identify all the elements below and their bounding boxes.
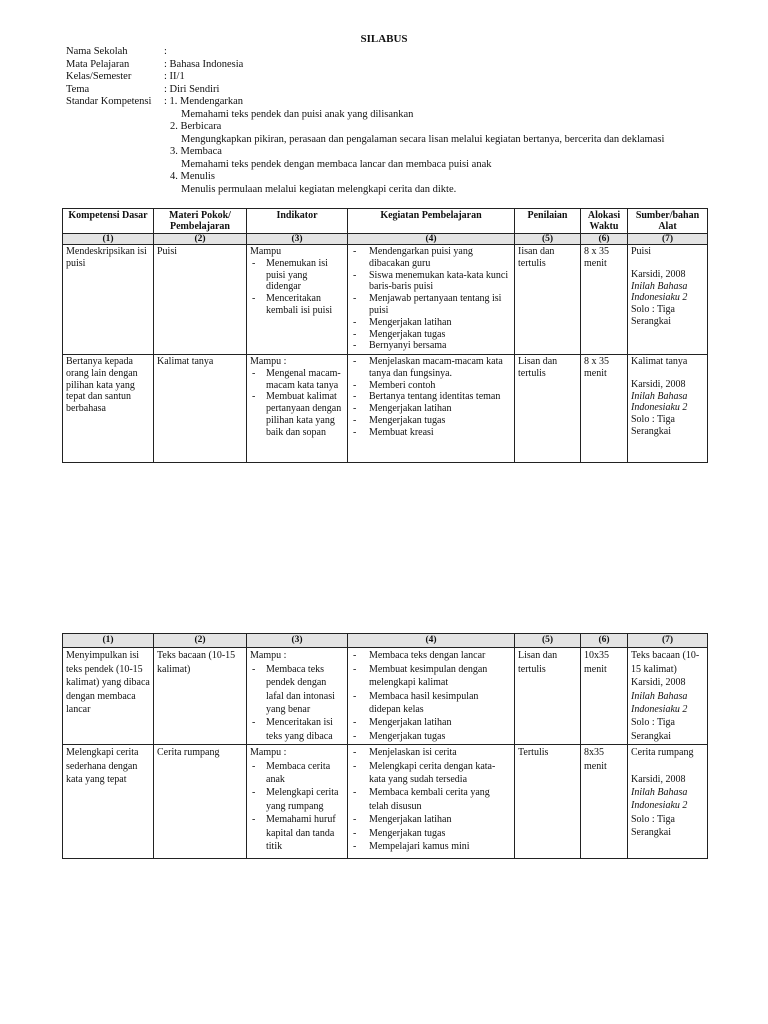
list-item: - Bernyanyi bersama	[351, 340, 511, 352]
indikator-head: Mampu :	[250, 356, 287, 367]
sumber-topic: Teks bacaan (10-15 kalimat)	[631, 650, 700, 675]
cell-kd: Bertanya kepada orang lain dengan pilihan kata yang tepat dan santun berbahasa	[63, 355, 154, 463]
col-number: (4)	[348, 234, 515, 245]
number-row	[63, 634, 708, 648]
school-info	[66, 46, 243, 96]
col-number: (3)	[247, 634, 348, 648]
cell-penilaian: Tertulis	[515, 745, 581, 859]
sumber-publisher: Solo : Tiga Serangkai	[631, 414, 675, 437]
standar-kompetensi	[66, 96, 664, 196]
syllabus-table-1	[62, 208, 708, 463]
cell-waktu: 10x35 menit	[581, 648, 628, 745]
list-item: - Bertanya tentang identitas teman	[351, 391, 511, 403]
list-item: - Membaca teks dengan lancar	[351, 649, 511, 662]
list-item: - Mendengarkan puisi yang dibacakan guru	[351, 246, 511, 270]
header-indikator: Indikator	[247, 209, 348, 234]
cell-kd: Melengkapi cerita sederhana dengan kata yang tepat	[63, 745, 154, 859]
info-label: Tema	[66, 83, 90, 95]
sumber-book: Inilah Bahasa Indonesiaku 2	[631, 390, 688, 414]
sumber-topic: Kalimat tanya	[631, 356, 688, 367]
col-number: (7)	[628, 634, 708, 648]
list-item: - Mengerjakan latihan	[351, 403, 511, 415]
cell-materi: Kalimat tanya	[154, 355, 247, 463]
cell-indikator	[247, 355, 348, 463]
indikator-head: Mampu	[250, 246, 282, 257]
cell-indikator	[247, 245, 348, 355]
header-row	[63, 209, 708, 234]
cell-sumber	[628, 745, 708, 859]
standar-item-head: : 1. Mendengarkan	[164, 96, 244, 107]
col-number: (3)	[247, 234, 348, 245]
col-number: (1)	[63, 634, 154, 648]
list-item: - Membuat kreasi	[351, 427, 511, 439]
info-row-school	[66, 46, 243, 59]
info-value: :	[164, 46, 167, 57]
info-label: Mata Pelajaran	[66, 58, 130, 70]
list-item: - Membaca cerita anak	[250, 760, 344, 787]
sumber-topic: Cerita rumpang	[631, 747, 694, 759]
col-number: (7)	[628, 234, 708, 245]
syllabus-table-2	[62, 633, 708, 859]
list-item: - Menjelaskan macam-macam kata tanya dan fungsinya.	[351, 356, 511, 380]
list-item: - Menceritakan isi teks yang dibaca	[250, 716, 344, 743]
sumber-publisher: Solo : Tiga Serangkai	[631, 813, 675, 839]
sumber-book: Inilah Bahasa Indonesiaku 2	[631, 280, 688, 304]
indikator-head: Mampu :	[250, 650, 287, 662]
col-number: (4)	[348, 634, 515, 648]
cell-penilaian: Iisan dan tertulis	[515, 245, 581, 355]
number-row	[63, 234, 708, 245]
info-row-subject	[66, 59, 243, 72]
info-value: : Diri Sendiri	[164, 83, 220, 95]
sumber-topic: Puisi	[631, 246, 652, 257]
list-item: - Membuat kesimpulan dengan melengkapi kalimat	[351, 663, 511, 690]
cell-waktu: 8x35 menit	[581, 745, 628, 859]
list-item: - Menjelaskan isi cerita	[351, 746, 511, 759]
cell-sumber	[628, 245, 708, 355]
info-label: Kelas/Semester	[66, 71, 132, 82]
standar-label: Standar Kompetensi	[66, 96, 152, 107]
cell-materi: Teks bacaan (10-15 kalimat)	[154, 648, 247, 745]
standar-row	[66, 96, 664, 196]
list-item: - Memberi contoh	[351, 380, 511, 392]
col-number: (1)	[63, 234, 154, 245]
spacer	[631, 368, 704, 379]
info-label: Nama Sekolah	[66, 46, 128, 57]
list-item: - Melengkapi cerita dengan kata-kata yang sudah tersedia	[351, 760, 511, 787]
list-item: - Mengerjakan tugas	[351, 730, 511, 743]
cell-kegiatan	[348, 355, 515, 463]
page-title: SILABUS	[360, 33, 408, 45]
standar-item-head: 3. Membaca	[170, 146, 222, 157]
cell-indikator	[247, 648, 348, 745]
table-row	[63, 648, 708, 745]
sumber-publisher: Solo : Tiga Serangkai	[631, 717, 675, 742]
list-item: - Mengerjakan latihan	[351, 317, 511, 329]
list-item: - Mempelajari kamus mini	[351, 840, 511, 853]
col-number: (6)	[581, 634, 628, 648]
sumber-book: Inilah Bahasa Indonesiaku 2	[631, 787, 688, 812]
list-item: - Siswa menemukan kata-kata kunci baris-baris puisi	[351, 270, 511, 294]
list-item: - Membuat kalimat pertanyaan dengan pilihan kata yang baik dan sopan	[250, 391, 344, 438]
cell-kegiatan	[348, 745, 515, 859]
sumber-book: Inilah Bahasa Indonesiaku 2	[631, 690, 688, 716]
list-item: - Memahami huruf kapital dan tanda titik	[250, 813, 344, 853]
table-row	[63, 745, 708, 859]
cell-kd: Menyimpulkan isi teks pendek (10-15 kalimat) yang dibaca dengan membaca lancar	[63, 648, 154, 745]
standar-item-desc: Memahami teks pendek dan puisi anak yang dilisankan	[181, 108, 414, 120]
list-item: - Melengkapi cerita yang rumpang	[250, 786, 344, 813]
list-item: - Menceritakan kembali isi puisi	[250, 293, 344, 317]
header-kompetensi: Kompetensi Dasar	[63, 209, 154, 234]
col-number: (5)	[515, 634, 581, 648]
standar-item-head: 2. Berbicara	[170, 121, 222, 132]
cell-penilaian: Lisan dan tertulis	[515, 355, 581, 463]
cell-penilaian: Lisan dan tertulis	[515, 648, 581, 745]
col-number: (2)	[154, 634, 247, 648]
cell-sumber	[628, 355, 708, 463]
info-row-class	[66, 71, 243, 84]
info-value: : Bahasa Indonesia	[164, 58, 244, 70]
header-kegiatan: Kegiatan Pembelajaran	[348, 209, 515, 234]
cell-waktu: 8 x 35 menit	[581, 245, 628, 355]
table-row	[63, 355, 708, 463]
standar-item-desc: Memahami teks pendek dengan membaca lancar dan membaca puisi anak	[181, 158, 492, 170]
list-item: - Membaca hasil kesimpulan didepan kelas	[351, 690, 511, 717]
list-item: - Mengerjakan latihan	[351, 813, 511, 826]
list-item: - Mengerjakan tugas	[351, 415, 511, 427]
list-item: - Menjawab pertanyaan tentang isi puisi	[351, 293, 511, 317]
cell-materi: Puisi	[154, 245, 247, 355]
standar-item-desc: Menulis permulaan melalui kegiatan melengkapi cerita dan dikte.	[181, 183, 457, 195]
col-number: (6)	[581, 234, 628, 245]
col-number: (2)	[154, 234, 247, 245]
cell-kegiatan	[348, 648, 515, 745]
col-number: (5)	[515, 234, 581, 245]
cell-kegiatan	[348, 245, 515, 355]
list-item: - Mengenal macam-macam kata tanya	[250, 368, 344, 392]
header-sumber: Sumber/bahan Alat	[628, 209, 708, 234]
indikator-head: Mampu :	[250, 747, 287, 759]
cell-indikator	[247, 745, 348, 859]
info-value: : II/1	[164, 71, 185, 82]
table-row	[63, 245, 708, 355]
list-item: - Membaca kembali cerita yang telah disusun	[351, 786, 511, 813]
list-item: - Mengerjakan tugas	[351, 827, 511, 840]
sumber-author: Karsidi, 2008	[631, 773, 686, 785]
sumber-author: Karsidi, 2008	[631, 378, 686, 390]
header-penilaian: Penilaian	[515, 209, 581, 234]
list-item: - Mengerjakan tugas	[351, 329, 511, 341]
cell-sumber	[628, 648, 708, 745]
standar-item-head: 4. Menulis	[170, 171, 215, 182]
sumber-publisher: Solo : Tiga Serangkai	[631, 304, 675, 327]
sumber-author: Karsidi, 2008	[631, 677, 686, 689]
list-item: - Menemukan isi puisi yang didengar	[250, 258, 344, 293]
cell-waktu: 8 x 35 menit	[581, 355, 628, 463]
cell-materi: Cerita rumpang	[154, 745, 247, 859]
header-alokasi: Alokasi Waktu	[581, 209, 628, 234]
header-materi: Materi Pokok/ Pembelajaran	[154, 209, 247, 234]
sumber-author: Karsidi, 2008	[631, 268, 686, 280]
list-item: - Mengerjakan latihan	[351, 716, 511, 729]
list-item: - Membaca teks pendek dengan lafal dan intonasi yang benar	[250, 663, 344, 717]
cell-kd: Mendeskripsikan isi puisi	[63, 245, 154, 355]
info-row-theme	[66, 84, 243, 97]
spacer	[631, 760, 704, 773]
spacer	[631, 258, 704, 269]
standar-list	[164, 96, 664, 196]
standar-item-desc: Mengungkapkan pikiran, perasaan dan pengalaman secara lisan melalui kegiatan bertanya, bercerita dan deklamasi	[181, 133, 665, 145]
